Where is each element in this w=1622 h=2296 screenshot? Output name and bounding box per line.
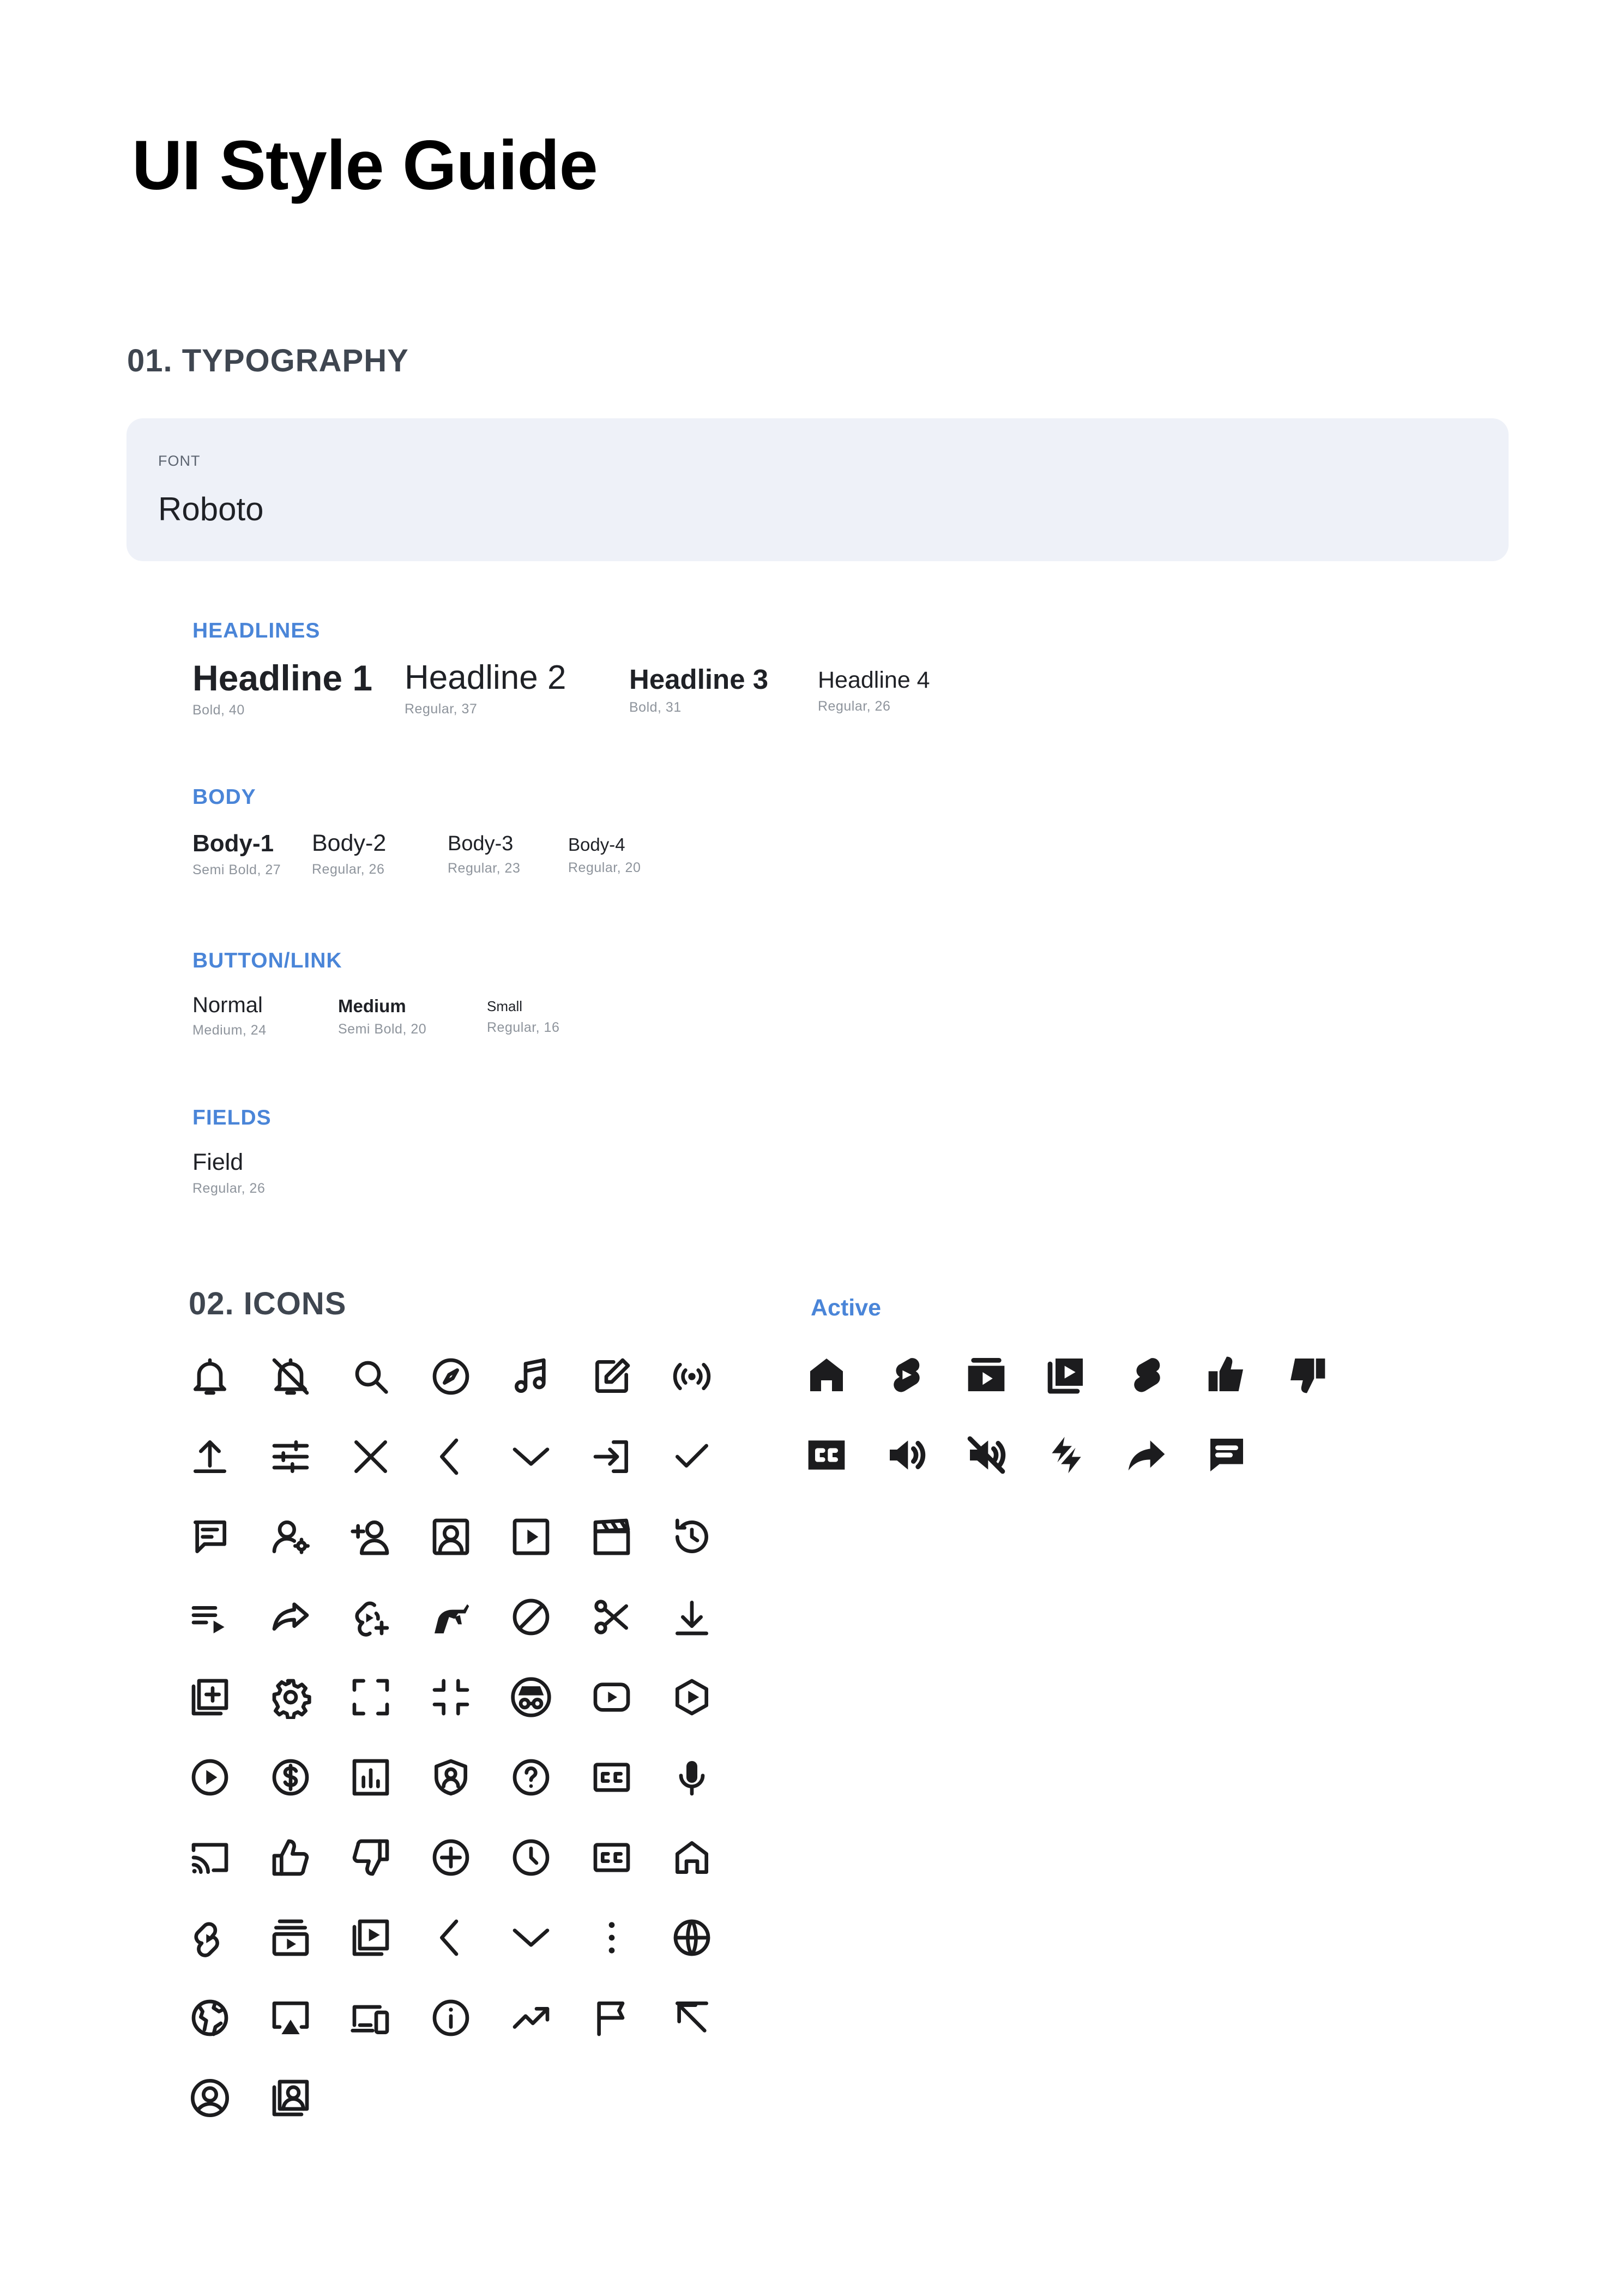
channel-icon — [269, 2076, 312, 2120]
body-1-sample: Body-1 — [192, 830, 274, 857]
search-icon — [349, 1355, 393, 1398]
upload-icon — [188, 1435, 232, 1478]
subscriptions-icon — [269, 1916, 312, 1960]
body-2-sample: Body-2 — [312, 830, 387, 856]
shorts-solid-icon — [1125, 1353, 1168, 1397]
share-filled-icon — [1125, 1433, 1168, 1477]
clock-icon — [509, 1836, 553, 1879]
dollar-circle-icon — [269, 1756, 312, 1799]
add-circle-icon — [429, 1836, 473, 1879]
hexagon-play-icon — [670, 1675, 714, 1719]
body-label: BODY — [192, 785, 256, 809]
body-2-meta: Regular, 26 — [312, 862, 385, 877]
button-normal-meta: Medium, 24 — [192, 1023, 267, 1038]
page-title: UI Style Guide — [132, 127, 598, 205]
microphone-icon — [670, 1756, 714, 1799]
captions-filled-icon — [805, 1433, 848, 1477]
account-box-icon — [429, 1515, 473, 1559]
check-icon — [670, 1435, 714, 1478]
body-3-meta: Regular, 23 — [448, 861, 521, 876]
airplay-icon — [269, 1996, 312, 2040]
bell-off-icon — [269, 1355, 312, 1398]
thumbs-down-icon — [349, 1836, 393, 1879]
button-small-sample: Small — [487, 998, 523, 1014]
body-4-sample: Body-4 — [568, 834, 625, 855]
comment-filled-icon — [1205, 1433, 1249, 1477]
shorts-add-icon — [349, 1595, 393, 1639]
fields-label: FIELDS — [192, 1106, 272, 1129]
shorts-filled-icon — [884, 1353, 928, 1397]
volume-muted-filled-icon — [964, 1433, 1008, 1477]
arrow-up-left-icon — [670, 1996, 714, 2040]
analytics-icon — [349, 1756, 393, 1799]
button-link-label: BUTTON/LINK — [192, 949, 342, 972]
headline-2-meta: Regular, 37 — [405, 701, 478, 717]
more-vertical-icon — [590, 1916, 634, 1960]
icons-section-title: 02. ICONS — [189, 1286, 347, 1321]
sign-in-icon — [590, 1435, 634, 1478]
chevron-left-icon — [429, 1435, 473, 1478]
library-filled-icon — [1045, 1353, 1088, 1397]
headline-2-sample: Headline 2 — [405, 659, 566, 696]
button-normal-spec — [192, 994, 267, 1037]
active-label: Active — [811, 1295, 882, 1321]
incognito-icon — [509, 1675, 553, 1719]
fullscreen-icon — [349, 1675, 393, 1719]
thumbs-up-icon — [269, 1836, 312, 1879]
captions-icon — [590, 1756, 634, 1799]
devices-icon — [349, 1996, 393, 2040]
flag-icon — [590, 1996, 634, 2040]
font-label: FONT — [158, 453, 201, 469]
chevron-down-icon — [509, 1435, 553, 1478]
music-note-icon — [509, 1355, 553, 1398]
history-icon — [670, 1515, 714, 1559]
body-1-meta: Semi Bold, 27 — [192, 862, 281, 877]
button-small-meta: Regular, 16 — [487, 1020, 560, 1035]
block-icon — [509, 1595, 553, 1639]
download-icon — [670, 1595, 714, 1639]
sliders-icon — [269, 1435, 312, 1478]
close-icon — [349, 1435, 393, 1478]
body-3-sample: Body-3 — [448, 832, 514, 855]
youtube-music-icon — [429, 1595, 473, 1639]
headline-1-spec — [192, 660, 372, 717]
headline-2-spec — [405, 661, 566, 716]
scissors-icon — [590, 1595, 634, 1639]
body-4-meta: Regular, 20 — [568, 860, 641, 875]
trending-icon — [509, 1996, 553, 2040]
typography-section-title: 01. TYPOGRAPHY — [127, 343, 409, 378]
thumbs-down-filled-icon — [1285, 1353, 1329, 1397]
body-1-spec — [192, 832, 281, 877]
field-meta: Regular, 26 — [192, 1181, 266, 1196]
headline-3-sample: Headline 3 — [629, 664, 769, 695]
library-icon — [349, 1916, 393, 1960]
edit-icon — [590, 1355, 634, 1398]
exit-fullscreen-icon — [429, 1675, 473, 1719]
headline-4-meta: Regular, 26 — [818, 699, 891, 714]
button-medium-meta: Semi Bold, 20 — [338, 1021, 427, 1037]
feedback-icon — [188, 1515, 232, 1559]
home-icon — [670, 1836, 714, 1879]
captions-alt-icon — [590, 1836, 634, 1879]
body-3-spec — [448, 833, 520, 875]
earth-icon — [188, 1996, 232, 2040]
user-circle-icon — [188, 2076, 232, 2120]
share-icon — [269, 1595, 312, 1639]
add-to-library-icon — [188, 1675, 232, 1719]
headline-1-meta: Bold, 40 — [192, 702, 245, 718]
info-icon — [429, 1996, 473, 2040]
shorts-icon — [188, 1916, 232, 1960]
headline-3-meta: Bold, 31 — [629, 700, 682, 715]
play-box-icon — [509, 1515, 553, 1559]
subscriptions-filled-icon — [964, 1353, 1008, 1397]
field-sample: Field — [192, 1149, 244, 1175]
bell-icon — [188, 1355, 232, 1398]
gear-icon — [269, 1675, 312, 1719]
back-icon — [429, 1916, 473, 1960]
cast-icon — [188, 1836, 232, 1879]
volume-filled-icon — [884, 1433, 928, 1477]
field-spec — [192, 1151, 265, 1195]
headline-4-spec — [818, 669, 930, 713]
button-normal-sample: Normal — [192, 993, 263, 1017]
user-shield-icon — [429, 1756, 473, 1799]
font-name: Roboto — [158, 491, 264, 527]
help-circle-icon — [509, 1756, 553, 1799]
youtube-icon — [590, 1675, 634, 1719]
compass-icon — [429, 1355, 473, 1398]
home-filled-icon — [805, 1353, 848, 1397]
headline-3-spec — [629, 665, 768, 714]
live-broadcast-icon — [670, 1355, 714, 1398]
playlist-play-icon — [188, 1595, 232, 1639]
button-medium-spec — [338, 997, 426, 1036]
body-2-spec — [312, 832, 386, 876]
button-small-spec — [487, 999, 559, 1035]
button-medium-sample: Medium — [338, 996, 406, 1016]
add-user-icon — [349, 1515, 393, 1559]
headline-1-sample: Headline 1 — [192, 658, 373, 698]
headline-4-sample: Headline 4 — [818, 667, 930, 693]
expand-icon — [509, 1916, 553, 1960]
thumbs-up-filled-icon — [1205, 1353, 1249, 1397]
globe-icon — [670, 1916, 714, 1960]
play-circle-icon — [188, 1756, 232, 1799]
user-settings-icon — [269, 1515, 312, 1559]
headlines-label: HEADLINES — [192, 619, 321, 642]
body-4-spec — [568, 836, 641, 875]
font-card — [126, 418, 1509, 561]
autoplay-filled-icon — [1045, 1433, 1088, 1477]
clapperboard-icon — [590, 1515, 634, 1559]
